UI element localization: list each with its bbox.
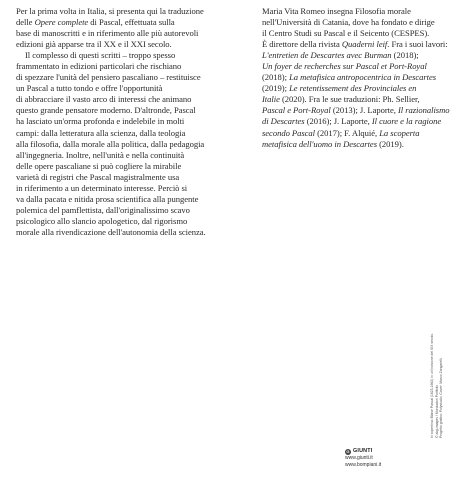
left-line: all'ingegneria. Inoltre, nell'unità e nella continuità	[16, 149, 185, 160]
italic-title: Le retentissement des Provinciales en	[289, 83, 417, 94]
right-line	[262, 61, 452, 72]
text-fragment: di Pascal, effettuata sulla	[88, 17, 175, 28]
left-line: psicologico allo slancio apologetico, dal rigorismo	[16, 215, 188, 226]
italic-title: Quaderni leif	[341, 39, 388, 50]
left-line: delle opere pascaliane si può cogliere la mirabile	[16, 160, 182, 171]
right-line	[262, 94, 452, 105]
text-fragment: Maria Vita Romeo insegna Filosofia morale	[262, 6, 411, 16]
text-fragment: (2013); J. Laporte,	[330, 105, 398, 116]
left-line: Il complesso di questi scritti – troppo spesso	[25, 50, 176, 61]
right-line	[262, 50, 452, 61]
text-fragment: (2019).	[377, 138, 404, 149]
right-line	[262, 39, 452, 50]
left-line: di abbracciare il vasto arco di interessi che animano	[16, 94, 192, 105]
right-line	[262, 128, 452, 139]
left-line: ha lasciato un'orma profonda e indelebile in molti	[16, 116, 185, 127]
left-line: un Pascal a tutto tondo e offre l'opportunità	[16, 83, 163, 94]
giunti-logo-text: GIUNTI	[353, 448, 373, 454]
left-line: morale alla rivendicazione dell'autonomia della scienza.	[16, 226, 206, 237]
text-fragment: delle	[16, 17, 35, 28]
text-fragment: nell'Università di Catania, dove ha fondato e dirige	[262, 17, 435, 28]
left-line: alla filosofia, dalla morale alla politica, dalla pedagogia	[16, 138, 205, 149]
italic-title: metafisica dell'uomo in Descartes	[262, 138, 377, 149]
right-line	[262, 105, 452, 116]
left-line: questo grande pensatore moderno. D'altronde, Pascal	[16, 105, 196, 116]
right-line	[262, 17, 452, 28]
website-giunti-link[interactable]: www.giunti.it	[345, 455, 373, 461]
left-column-description	[16, 6, 216, 238]
credit-line-3: Progetto grafico: Polystudio. Cover: Marco Zangarelli.	[439, 357, 444, 438]
left-line: di spezzare l'unità del pensiero pascaliano – restituisce	[16, 72, 201, 83]
text-fragment: (2019);	[262, 83, 290, 94]
giunti-logo-icon: G	[346, 448, 350, 454]
giunti-logo	[345, 448, 381, 455]
italic-title: La metafisica antropocentrica in Descartes	[289, 72, 437, 83]
left-line: varietà di registri che Pascal magistralmente usa	[16, 171, 180, 182]
right-line	[262, 72, 452, 83]
right-line	[262, 83, 452, 94]
left-line: in riferimento a un determinato interesse. Perciò si	[16, 182, 188, 193]
left-line: campi: dalla letteratura alla scienza, dalla teologia	[16, 127, 186, 138]
credit-line-2: © akg-images / Mondadori Portfolio	[434, 384, 439, 438]
text-fragment: . Fra i suoi lavori:	[387, 39, 448, 50]
left-line	[16, 17, 216, 28]
text-fragment: (2017); F. Alquié,	[315, 127, 380, 138]
left-line: base di manoscritti e in riferimento alle più autorevoli	[16, 28, 199, 39]
right-line	[262, 28, 452, 39]
vertical-credits	[430, 298, 464, 438]
left-line: polemica del pamflettista, dall'originalissimo scavo	[16, 204, 190, 215]
italic-title: Opere complete	[34, 17, 89, 28]
publisher-block	[345, 448, 381, 469]
left-line: edizioni già apparse tra il XX e il XXI secolo.	[16, 39, 172, 50]
left-line: va dalla pacata e nitida prosa scientifica alla pungente	[16, 193, 199, 204]
left-line: frammentato in edizioni particolari che rischiano	[16, 61, 182, 72]
text-fragment: (2020). Fra le sue traduzioni: Ph. Sellier,	[279, 94, 420, 105]
text-fragment: (2018);	[391, 50, 419, 61]
italic-title: di Descartes	[262, 116, 305, 127]
italic-title: Il razionalismo	[397, 105, 450, 116]
italic-title: L'entretien de Descartes avec Burman	[262, 50, 392, 61]
italic-title: Italie	[262, 94, 280, 105]
text-fragment: (2018);	[262, 72, 290, 83]
italic-title: Un foyer de recherches sur Pascal et Port-Royal	[262, 61, 427, 72]
credit-line-1: In copertina: Blaise Pascal (1623-1662) in un'incisione del XIX secolo.	[430, 332, 434, 438]
right-line	[262, 6, 452, 17]
italic-title: La scoperta	[379, 127, 420, 138]
right-line	[262, 139, 452, 150]
left-line: Per la prima volta in Italia, si presenta qui la traduzione	[16, 6, 204, 16]
italic-title: Pascal e Port-Royal	[262, 105, 331, 116]
website-bompiani-link[interactable]: www.bompiani.it	[345, 462, 382, 468]
right-column-author-bio	[262, 6, 452, 150]
italic-title: secondo Pascal	[262, 127, 315, 138]
text-fragment: (2016); J. Laporte,	[304, 116, 372, 127]
text-fragment: È direttore della rivista	[262, 39, 342, 50]
right-line	[262, 116, 452, 127]
text-fragment: il Centro Studi su Pascal e il Seicento (CESPES).	[262, 28, 430, 39]
italic-title: Il cuore e la ragione	[371, 116, 442, 127]
